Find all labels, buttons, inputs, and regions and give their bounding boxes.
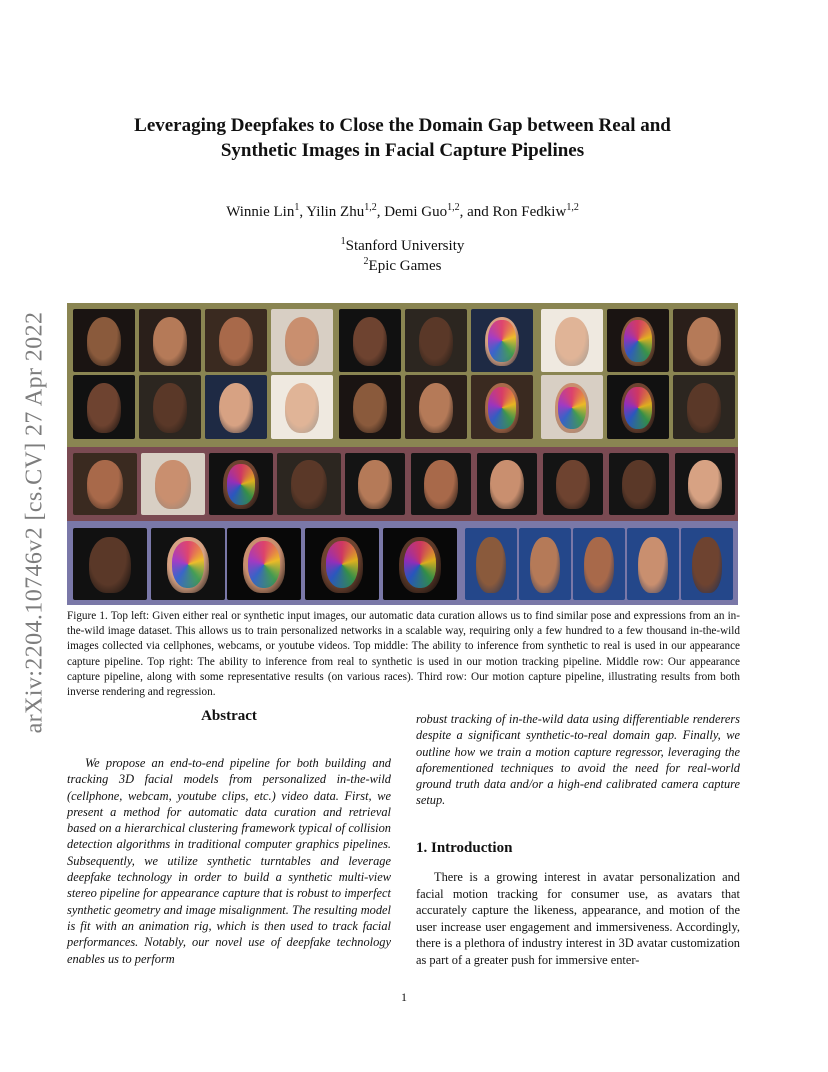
face-shape bbox=[155, 460, 191, 508]
face-image bbox=[339, 309, 401, 372]
face-image bbox=[609, 453, 669, 515]
face-image bbox=[607, 309, 669, 372]
author-affil-mark: 1,2 bbox=[566, 202, 579, 213]
affiliation-mark: 2 bbox=[363, 256, 369, 267]
face-image bbox=[227, 528, 301, 600]
face-shape bbox=[291, 460, 327, 508]
face-shape bbox=[555, 317, 590, 366]
segmentation-overlay bbox=[172, 541, 205, 589]
face-image bbox=[573, 528, 625, 600]
affiliation-mark: 1 bbox=[340, 236, 346, 247]
segmentation-overlay bbox=[624, 320, 651, 362]
author-separator: , bbox=[299, 204, 307, 220]
face-shape bbox=[87, 383, 122, 433]
face-shape bbox=[87, 460, 123, 508]
face-image bbox=[73, 453, 137, 515]
author-list bbox=[100, 204, 705, 221]
face-image bbox=[151, 528, 225, 600]
affiliation bbox=[100, 236, 705, 256]
face-image bbox=[673, 309, 735, 372]
face-shape bbox=[490, 460, 524, 508]
arxiv-stamp-text: arXiv:2204.10746v2 [cs.CV] 27 Apr 2022 bbox=[21, 311, 48, 734]
face-image bbox=[73, 375, 135, 439]
face-shape bbox=[153, 317, 188, 366]
author-name: Demi Guo bbox=[384, 204, 448, 220]
segmentation-overlay bbox=[404, 541, 437, 589]
author-name: Winnie Lin bbox=[226, 204, 295, 220]
face-image bbox=[73, 309, 135, 372]
face-shape bbox=[687, 383, 722, 433]
affiliations bbox=[100, 236, 705, 276]
face-shape bbox=[285, 383, 320, 433]
page-number: 1 bbox=[401, 990, 407, 1004]
face-shape bbox=[419, 317, 454, 366]
introduction-heading: 1. Introduction bbox=[416, 840, 513, 856]
face-shape bbox=[638, 537, 667, 593]
affiliation-name: Stanford University bbox=[345, 238, 465, 254]
face-image bbox=[607, 375, 669, 439]
face-image bbox=[541, 309, 603, 372]
face-image bbox=[139, 309, 201, 372]
teaser-figure bbox=[67, 303, 738, 605]
abstract-continuation: robust tracking of in-the-wild data using differentiable renderers despite a significant synthetic-to-real domain gap. Finally, we outline how we train a motion capture regressor, leveraging the aforementioned techniques to avoid the need for real-world ground truth data and/or a high-end calibrated camera capture setup. bbox=[416, 712, 740, 808]
face-image bbox=[345, 453, 405, 515]
face-shape bbox=[419, 383, 454, 433]
face-image bbox=[139, 375, 201, 439]
face-image bbox=[405, 375, 467, 439]
segmentation-overlay bbox=[558, 387, 585, 429]
author-affil-mark: 1,2 bbox=[364, 202, 377, 213]
face-shape bbox=[476, 537, 505, 593]
face-image bbox=[519, 528, 571, 600]
segmentation-overlay bbox=[326, 541, 359, 589]
author-affil-mark: 1 bbox=[294, 202, 300, 213]
face-image bbox=[681, 528, 733, 600]
face-shape bbox=[687, 317, 722, 366]
face-image bbox=[271, 309, 333, 372]
face-shape bbox=[622, 460, 656, 508]
face-shape bbox=[692, 537, 721, 593]
face-image bbox=[477, 453, 537, 515]
segmentation-overlay bbox=[227, 464, 255, 505]
face-image bbox=[411, 453, 471, 515]
face-shape bbox=[424, 460, 458, 508]
face-shape bbox=[530, 537, 559, 593]
introduction-paragraph: There is a growing interest in avatar personalization and facial motion tracking for consumer use, as avatars that accurately capture the likeness, appearance, and motion of the user increase user engagement and immersiveness. Accordingly, there is a plethora of industry interest in 3D avatar customization as part of a greater push for immersive enter- bbox=[416, 870, 740, 967]
face-image bbox=[673, 375, 735, 439]
face-image bbox=[627, 528, 679, 600]
face-shape bbox=[153, 383, 188, 433]
author-affil-mark: 1,2 bbox=[447, 202, 460, 213]
author-separator: , and bbox=[459, 204, 493, 220]
abstract-heading: Abstract bbox=[201, 708, 257, 724]
segmentation-overlay bbox=[624, 387, 651, 429]
face-shape bbox=[89, 537, 130, 593]
face-image bbox=[383, 528, 457, 600]
face-image bbox=[305, 528, 379, 600]
abstract-body bbox=[67, 755, 391, 967]
face-image bbox=[339, 375, 401, 439]
face-shape bbox=[358, 460, 392, 508]
face-image bbox=[141, 453, 205, 515]
face-image bbox=[209, 453, 273, 515]
face-image bbox=[205, 309, 267, 372]
face-image bbox=[465, 528, 517, 600]
segmentation-overlay bbox=[248, 541, 281, 589]
author-name: Yilin Zhu bbox=[306, 204, 365, 220]
face-shape bbox=[353, 317, 388, 366]
affiliation bbox=[100, 256, 705, 276]
face-image bbox=[541, 375, 603, 439]
introduction-body bbox=[416, 869, 740, 969]
face-shape bbox=[219, 383, 254, 433]
author-name: Ron Fedkiw bbox=[492, 204, 567, 220]
face-image bbox=[271, 375, 333, 439]
abstract-paragraph: We propose an end-to-end pipeline for both building and tracking 3D facial models from personalized in-the-wild (cellphone, webcam, youtube clips, etc.) video data. First, we present a method for automatic data curation and retrieval based on a hierarchical clustering framework typical of collision detection algorithms in traditional computer graphics pipelines. Subsequently, we utilize synthetic turntables and leverage deepfake technology in order to build a synthetic multi-view stereo pipeline for appearance capture that is robust to imperfect synthetic geometry and image misalignment. The resulting model is fit with an animation rig, which is then used to track facial performances. Notably, our novel use of deepfake technology enables us to perform bbox=[67, 756, 391, 966]
segmentation-overlay bbox=[488, 320, 515, 362]
face-image bbox=[405, 309, 467, 372]
arxiv-identifier bbox=[10, 285, 60, 760]
face-image bbox=[205, 375, 267, 439]
face-image bbox=[73, 528, 147, 600]
author-separator: , bbox=[376, 204, 385, 220]
face-shape bbox=[353, 383, 388, 433]
affiliation-name: Epic Games bbox=[368, 258, 442, 274]
face-image bbox=[543, 453, 603, 515]
face-shape bbox=[688, 460, 722, 508]
paper-title: Leveraging Deepfakes to Close the Domain Gap between Real and Synthetic Images in Facial Capture Pipelines bbox=[134, 115, 671, 161]
face-image bbox=[675, 453, 735, 515]
segmentation-overlay bbox=[488, 387, 515, 429]
face-shape bbox=[87, 317, 122, 366]
face-image bbox=[471, 375, 533, 439]
figure-caption: Figure 1. Top left: Given either real or synthetic input images, our automatic data curation allows us to find similar pose and expressions from an in-the-wild image dataset. This allows us to train personalized networks in a scalable way, requiring only a few hundred to a few thousand in-the-wild images collected via cellphones, webcams, or youtube videos. Top middle: The ability to inference from synthetic to real is used in our appearance capture pipeline. Top right: The ability to inference from real to synthetic is used in our motion tracking pipeline. Middle row: Our appearance capture pipeline, along with some representative results (on various races). Third row: Our motion capture pipeline, illustrating results from both inverse rendering and regression. bbox=[67, 610, 740, 699]
face-shape bbox=[285, 317, 320, 366]
face-shape bbox=[556, 460, 590, 508]
face-image bbox=[277, 453, 341, 515]
face-image bbox=[471, 309, 533, 372]
face-shape bbox=[584, 537, 613, 593]
face-shape bbox=[219, 317, 254, 366]
